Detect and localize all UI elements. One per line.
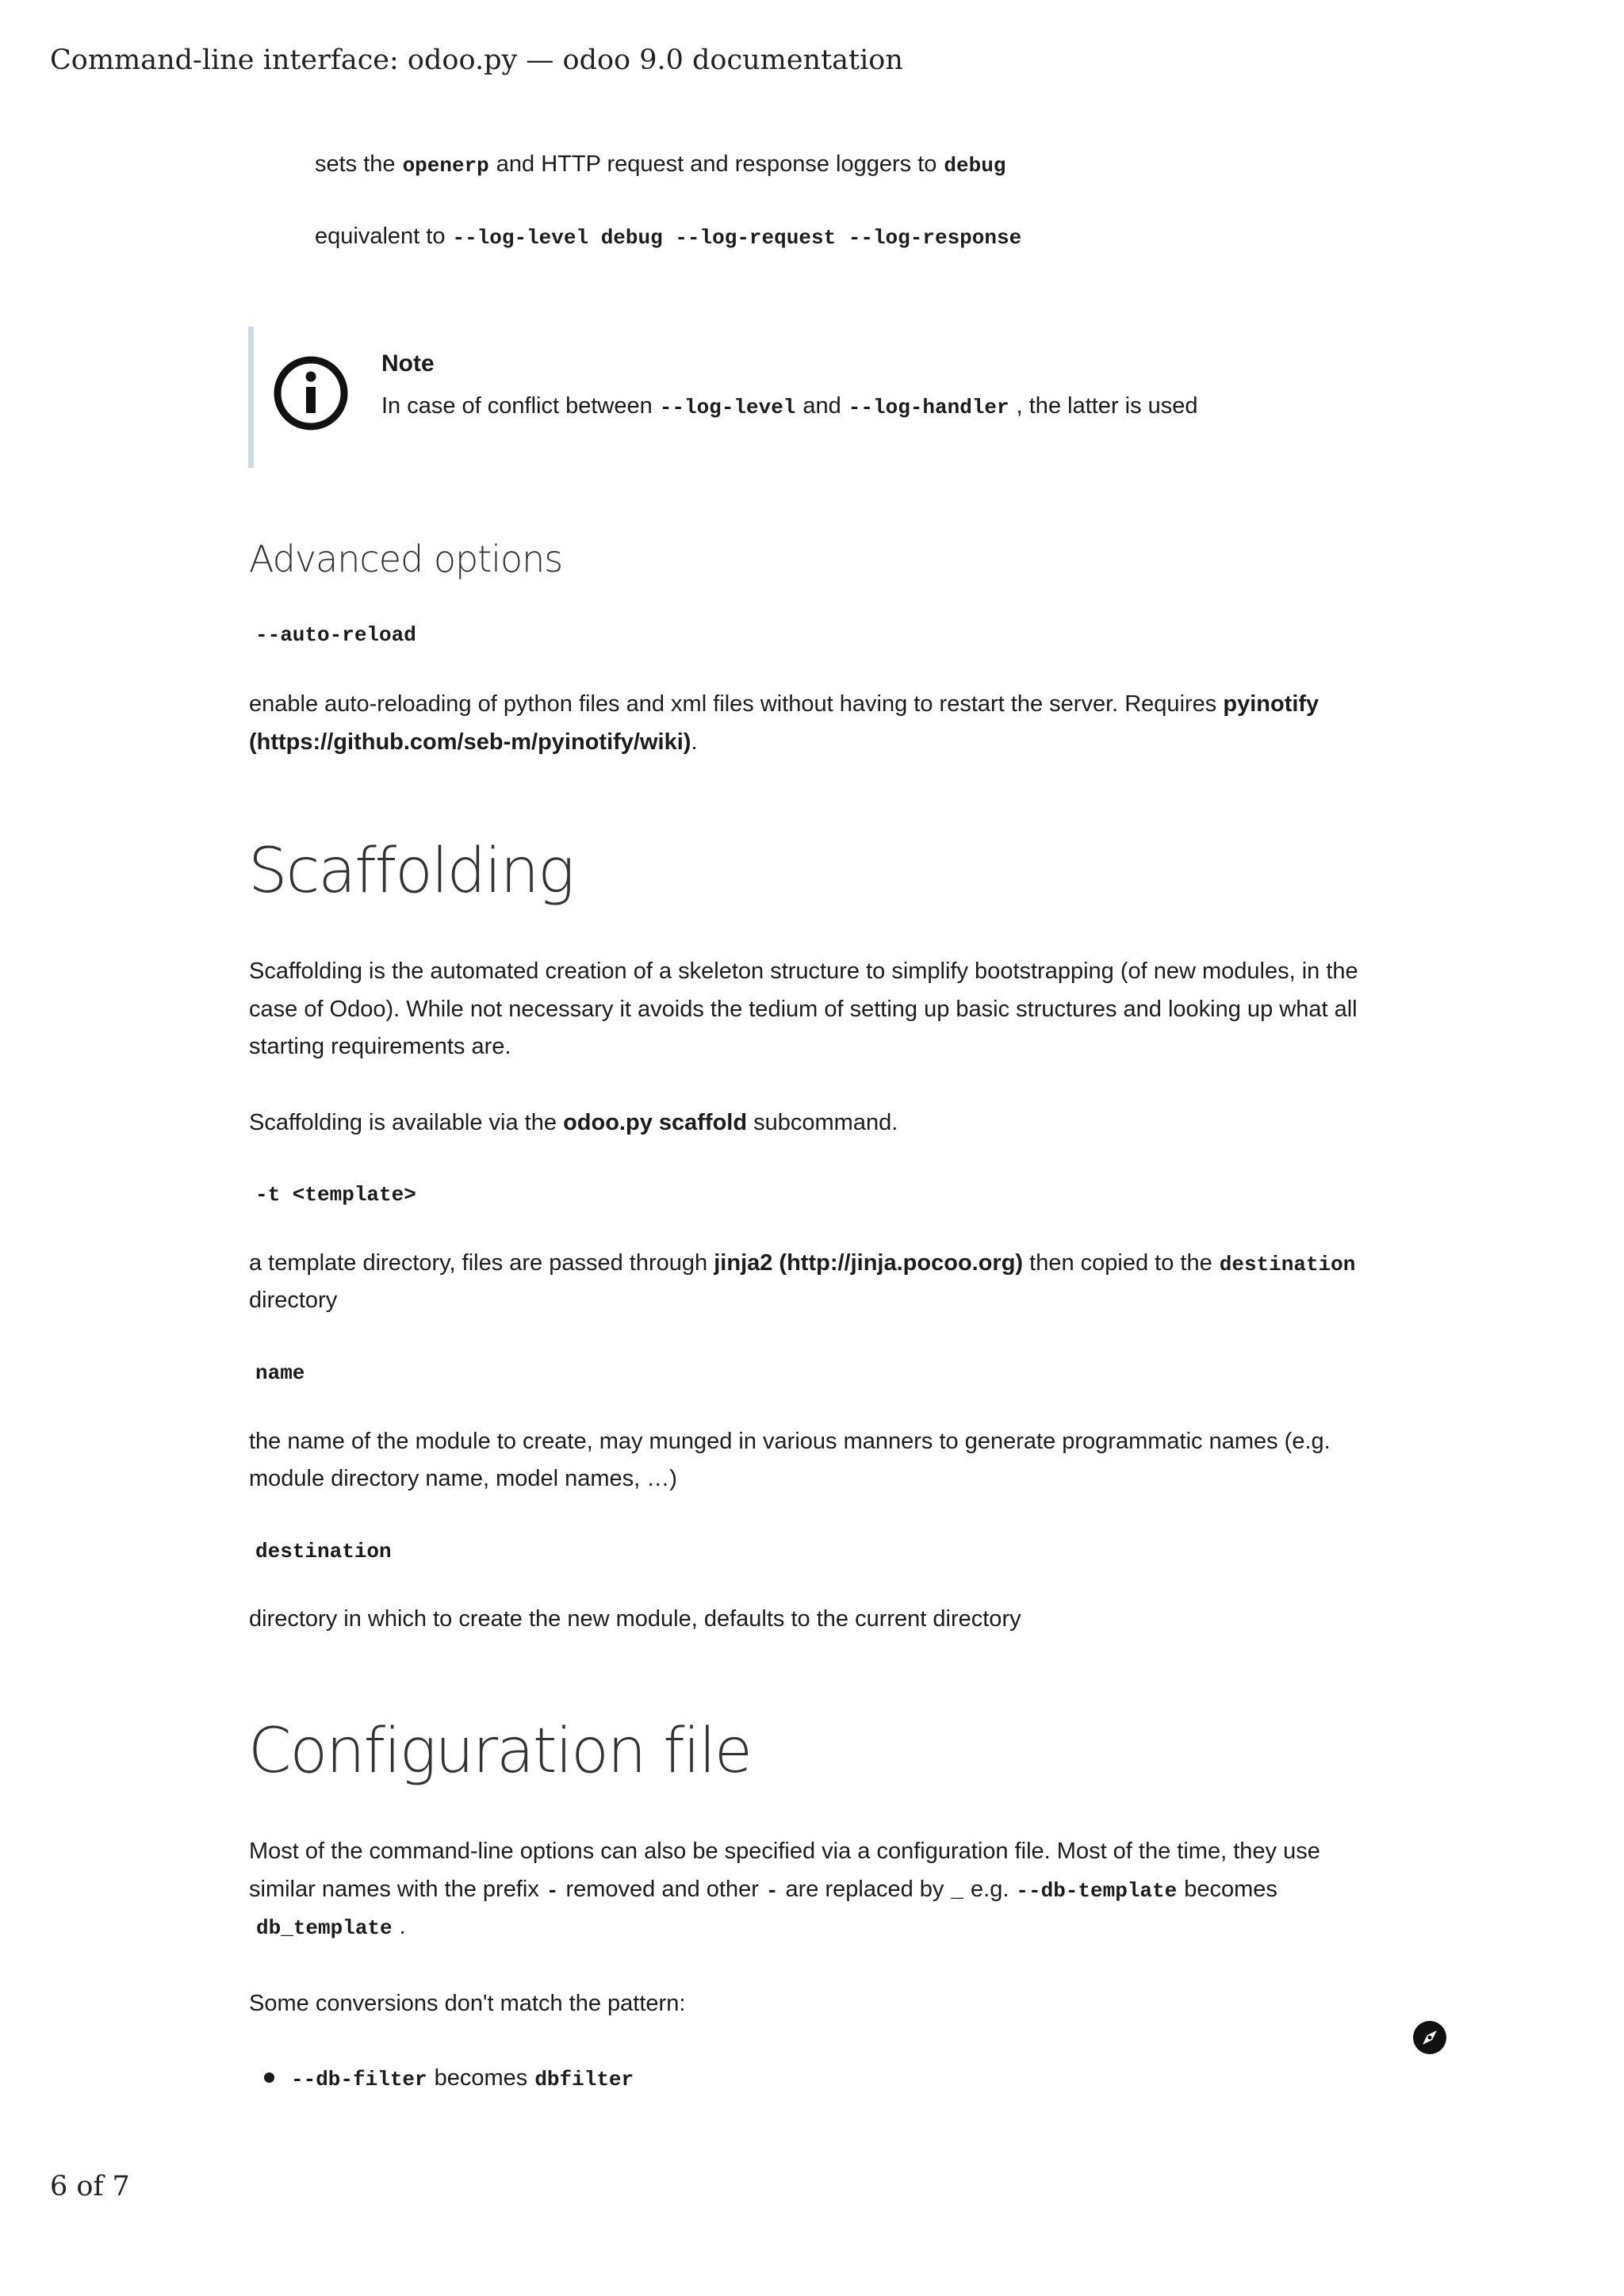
scaffolding-intro-line-2: case of Odoo). While not necessary it avoids the tedium of setting up basic structures and looking up what all — [249, 997, 1358, 1022]
info-icon — [271, 354, 350, 433]
destination-description: directory in which to create the new module, defaults to the current directory — [249, 1606, 1021, 1632]
scaffolding-availability: Scaffolding is available via the odoo.py scaffold subcommand. — [249, 1110, 898, 1135]
template-description-line-2: directory — [249, 1288, 338, 1313]
compass-icon[interactable] — [1412, 2020, 1447, 2055]
conversions-intro: Some conversions don't match the pattern: — [249, 1991, 686, 2016]
advanced-options-heading: Advanced options — [249, 538, 563, 580]
scaffolding-heading: Scaffolding — [248, 836, 573, 907]
config-paragraph-line-3: db_template . — [249, 1908, 406, 1947]
code-db-template-option: --db-template — [1016, 1879, 1178, 1903]
print-header-title: Command-line interface: odoo.py — odoo 9.0 documentation — [50, 44, 903, 76]
note-body: In case of conflict between --log-level and --log-handler , the latter is used — [381, 393, 1198, 419]
scaffolding-intro-line-1: Scaffolding is the automated creation of a skeleton structure to simplify bootstrapping (of new modules, in the — [249, 959, 1358, 984]
scaffolding-intro-line-3: starting requirements are. — [249, 1034, 511, 1059]
code-underscore: _ — [951, 1879, 964, 1903]
config-paragraph-line-2: similar names with the prefix - removed and other - are replaced by _ e.g. --db-template becomes — [249, 1877, 1277, 1903]
note-title: Note — [381, 350, 435, 377]
code-log-handler: --log-handler — [848, 396, 1009, 419]
bullet-dot — [264, 2072, 274, 2083]
equivalent-description: equivalent to --log-level debug --log-request --log-response — [315, 217, 1028, 257]
code-db-filter-option: --db-filter — [291, 2068, 427, 2091]
code-dbfilter-key: dbfilter — [534, 2068, 634, 2091]
option-template: -t <template> — [255, 1183, 416, 1207]
code-equivalent: --log-level debug --log-request --log-response — [452, 226, 1022, 250]
code-dash-2: - — [765, 1879, 779, 1903]
jinja2-link[interactable]: jinja2 (http://jinja.pocoo.org) — [714, 1250, 1024, 1276]
option-destination: destination — [255, 1540, 392, 1563]
option-auto-reload: --auto-reload — [255, 623, 416, 647]
debug-description: sets the openerp and HTTP request and response loggers to debug — [315, 145, 1013, 185]
config-paragraph-line-1: Most of the command-line options can also be specified via a configuration file. Most of the time, they use — [249, 1839, 1320, 1864]
note-admonition — [248, 327, 1364, 468]
option-name: name — [255, 1361, 305, 1385]
scaffold-command: odoo.py scaffold — [563, 1110, 748, 1135]
code-db-template-key: db_template — [256, 1916, 393, 1940]
template-description-line-1: a template directory, files are passed through jinja2 (http://jinja.pocoo.org) then copied to the destination — [249, 1244, 1362, 1284]
code-log-level: --log-level — [659, 396, 796, 419]
code-debug: debug — [944, 154, 1006, 178]
configuration-file-heading: Configuration file — [248, 1716, 751, 1787]
code-openerp: openerp — [402, 154, 489, 178]
auto-reload-description: enable auto-reloading of python files and xml files without having to restart the server. Requires pyinotify (https://github.com/seb-m/pyinotify/wiki). — [249, 691, 1320, 755]
name-description-line-1: the name of the module to create, may munged in various manners to generate programmatic names (e.g. — [249, 1429, 1331, 1454]
code-dash-1: - — [546, 1879, 559, 1903]
list-item: --db-filter becomes dbfilter — [284, 2059, 641, 2099]
pyinotify-link[interactable]: pyinotify (https://github.com/seb-m/pyinotify/wiki) — [249, 691, 1320, 755]
name-description-line-2: module directory name, model names, …) — [249, 1466, 677, 1491]
print-footer-page-number: 6 of 7 — [50, 2171, 130, 2202]
code-destination: destination — [1219, 1253, 1356, 1276]
